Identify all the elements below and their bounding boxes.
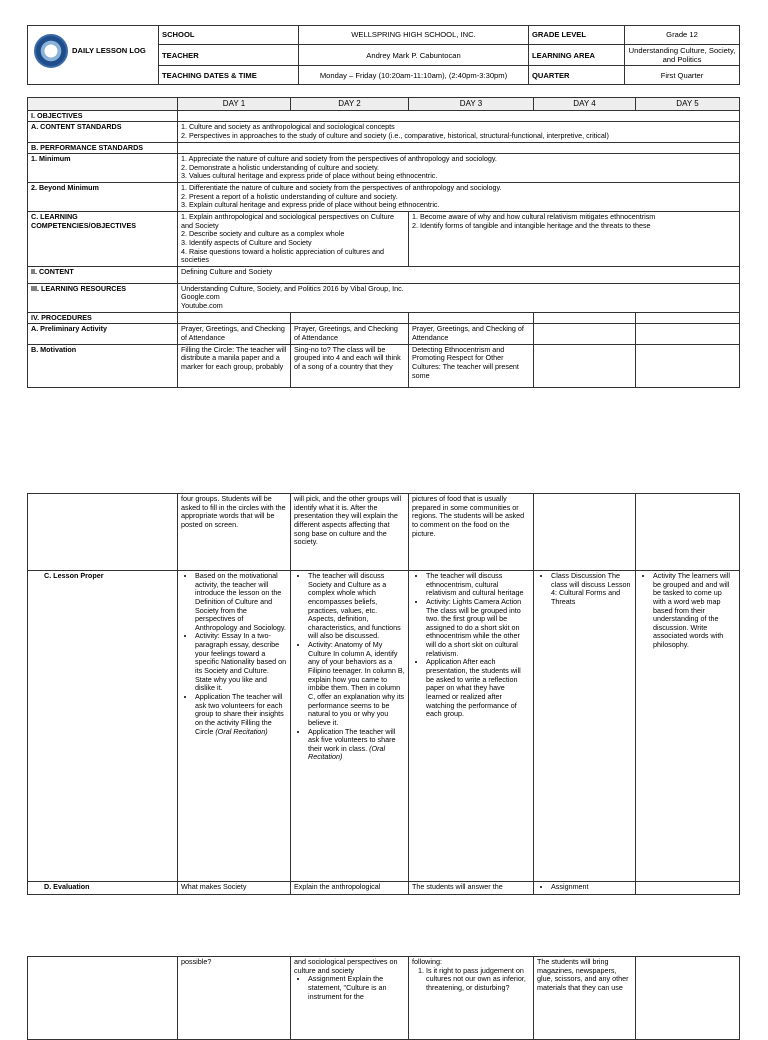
minimum-standards [178, 154, 740, 183]
list-item: 1. Culture and society as anthropological and sociological concepts [181, 122, 395, 132]
lesson-proper-day2 [291, 571, 409, 882]
minimum-label: 1. Minimum [28, 154, 178, 183]
content-heading: II. CONTENT [28, 266, 178, 283]
procedures-heading: IV. PROCEDURES [28, 312, 178, 324]
preliminary-day2: Prayer, Greetings, and Checking of Attendance [291, 324, 409, 344]
beyond-minimum-standards [178, 183, 740, 212]
lesson-proper-day5 [636, 571, 740, 882]
list-item: • Based on the motivational activity, the teacher will introduce the lesson on the Definition of Culture and Society from the perspectives of Anthropology and Sociology. [195, 572, 287, 632]
beyond-minimum-label: 2. Beyond Minimum [28, 183, 178, 212]
content-standards [178, 122, 740, 142]
quarter-value: First Quarter [625, 66, 740, 85]
day-header: DAY 2 [291, 98, 409, 111]
list-item: 2. Identify forms of tangible and intangible heritage and the threats to these [412, 220, 651, 230]
competencies-day1-2 [178, 212, 409, 267]
list-item: • Application After each presentation, the students will be asked to write a reflection paper on what they have learned or realized after watching the performance of each group. [426, 658, 530, 718]
lesson-proper-day3 [409, 571, 534, 882]
competencies-day3-5 [409, 212, 740, 267]
list-item: • Application The teacher will ask five volunteers to share their work in class. (Oral Recitation) [308, 728, 405, 763]
list-item: 1. Is it right to pass judgement on cultures not our own as inferior, threatening, or disturbing? [426, 967, 530, 993]
dates-value: Monday – Friday (10:20am-11:10am), (2:40pm-3:30pm) [299, 66, 529, 85]
evaluation-day3: The students will answer the [409, 882, 534, 895]
teacher-label: TEACHER [159, 45, 299, 66]
day-header: DAY 5 [636, 98, 740, 111]
preliminary-label: A. Preliminary Activity [28, 324, 178, 344]
list-item: Understanding Culture, Society, and Politics 2016 by Vibal Group, Inc. [181, 283, 404, 293]
list-item: 1. Appreciate the nature of culture and society from the perspectives of anthropology and sociology. [181, 154, 497, 164]
content-value: Defining Culture and Society [178, 266, 740, 283]
list-item: 1. Become aware of why and how cultural relativism mitigates ethnocentrism [412, 212, 656, 221]
list-item: 2. Describe society and culture as a complex whole [181, 229, 345, 239]
logo-cell [28, 26, 159, 85]
list-item: • Activity: Essay In a two-paragraph essay, describe your feelings toward a specific Nationality based on its Society and Culture. State why you like and dislike it. [195, 632, 287, 692]
school-name: WELLSPRING HIGH SCHOOL, INC. [299, 26, 529, 45]
header-table [27, 25, 740, 85]
evaluation-day2-cont: and sociological perspectives on culture and society • Assignment Explain the statement, "Culture is an instrument for the [291, 957, 409, 1040]
evaluation-label: D. Evaluation [28, 882, 178, 895]
list-item: Google.com [181, 292, 220, 302]
teacher-name: Andrey Mark P. Cabuntocan [299, 45, 529, 66]
evaluation-day4-cont: The students will bring magazines, newspapers, glue, scissors, and any other materials that they can use [534, 957, 636, 1040]
motivation-label: B. Motivation [28, 344, 178, 387]
motivation-day2: Sing-no to? The class will be grouped into 4 and each will think of a song of a country that they [291, 344, 409, 387]
motivation-day3-cont: pictures of food that is usually prepared in some communities or regions. The students will be asked to comment on the food on the picture. [409, 494, 534, 571]
motivation-day1-cont: four groups. Students will be asked to fill in the circles with the appropriate words that will be posted on screen. [178, 494, 291, 571]
grade-value: Grade 12 [625, 26, 740, 45]
list-item: 2. Present a report of a holistic understanding of culture and society. [181, 191, 398, 201]
list-item: • The teacher will discuss Society and Culture as a complex whole which encompasses beliefs, practices, values, etc. Aspects, definition, characteristics, and functions will also be discussed. [308, 572, 405, 641]
day-header: DAY 1 [178, 98, 291, 111]
day-header: DAY 3 [409, 98, 534, 111]
area-label: LEARNING AREA [529, 45, 625, 66]
list-item: • Class Discussion The class will discuss Lesson 4: Cultural Forms and Threats [551, 572, 632, 607]
evaluation-day1-cont: possible? [178, 957, 291, 1040]
list-item: Youtube.com [181, 301, 223, 311]
list-item: 1. Differentiate the nature of culture and society from the perspectives of anthropology and sociology. [181, 183, 502, 193]
list-item: 4. Raise questions toward a holistic appreciation of cultures and societies [181, 246, 384, 265]
lesson-proper-label: C. Lesson Proper [28, 571, 178, 882]
evaluation-day3-cont: following: 1. Is it right to pass judgement on cultures not our own as inferior, threatening, or disturbing? [409, 957, 534, 1040]
list-item: • Assignment Explain the statement, "Culture is an instrument for the [308, 975, 405, 1001]
dates-label: TEACHING DATES & TIME [159, 66, 299, 85]
preliminary-day3: Prayer, Greetings, and Checking of Attendance [409, 324, 534, 344]
evaluation-day2: Explain the anthropological [291, 882, 409, 895]
quarter-label: QUARTER [529, 66, 625, 85]
lesson-table-page-3 [27, 956, 740, 1040]
list-item: 3. Explain cultural heritage and express pride of place without being ethnocentric. [181, 200, 440, 210]
motivation-day3: Detecting Ethnocentrism and Promoting Respect for Other Cultures: The teacher will present some [409, 344, 534, 387]
motivation-day1: Filling the Circle: The teacher will distribute a manila paper and a marker for each group, probably [178, 344, 291, 387]
lesson-proper-day4 [534, 571, 636, 882]
document-title: DAILY LESSON LOG [72, 46, 146, 55]
motivation-day2-cont: will pick, and the other groups will identify what it is. After the presentation they will explain the different aspects affecting that song base on culture and the society. [291, 494, 409, 571]
preliminary-day1: Prayer, Greetings, and Checking of Attendance [178, 324, 291, 344]
list-item: • Activity: Anatomy of My Culture In column A, identify any of your behaviors as a Filipino teenager. In column B, explain how you came to imbibe them. Then in column C, offer an explanation why its performance seems to be natural to you or why you believe it. [308, 641, 405, 727]
resources-heading: III. LEARNING RESOURCES [28, 283, 178, 312]
list-item: • The teacher will discuss ethnocentrism, cultural relativism and cultural heritage [426, 572, 530, 598]
resources-list [178, 283, 740, 312]
grade-label: GRADE LEVEL [529, 26, 625, 45]
list-item: • Activity: Lights Camera Action The class will be grouped into two. the first group will be assigned to do a short skit on ethnocentrism while the other will do a short skit on cultural relativism. [426, 598, 530, 658]
content-standards-label: A. CONTENT STANDARDS [28, 122, 178, 142]
lesson-proper-day1 [178, 571, 291, 882]
objectives-heading: I. OBJECTIVES [28, 110, 178, 122]
list-item: • Activity The learners will be grouped and and will be tasked to come up with a word web map based from their understanding of the discussion. Write associated words with philosophy. [653, 572, 736, 650]
list-item: 3. Identify aspects of Culture and Society [181, 237, 312, 247]
area-value: Understanding Culture, Society, and Politics [625, 45, 740, 66]
competencies-label: C. LEARNING COMPETENCIES/OBJECTIVES [28, 212, 178, 267]
lesson-table-page-2 [27, 493, 740, 895]
performance-standards-label: B. PERFORMANCE STANDARDS [28, 142, 178, 154]
school-seal-logo [34, 34, 68, 68]
day-header: DAY 4 [534, 98, 636, 111]
evaluation-day1: What makes Society [178, 882, 291, 895]
list-item: 2. Demonstrate a holistic understanding of culture and society. [181, 162, 380, 172]
corner-cell [28, 98, 178, 111]
lesson-table-page-1 [27, 97, 740, 388]
evaluation-day4: • Assignment [534, 882, 636, 895]
list-item: 1. Explain anthropological and sociological perspectives on Culture and Society [181, 212, 394, 230]
list-item: • Application The teacher will ask two volunteers for each group to share their insights on the activity Filling the Circle (Oral Recitation) [195, 693, 287, 736]
list-item: 3. Values cultural heritage and express pride of place without being ethnocentric. [181, 171, 438, 181]
list-item: 2. Perspectives in approaches to the study of culture and society (i.e., comparative, historical, structural-functional, interpretive, critical) [181, 130, 609, 140]
school-label: SCHOOL [159, 26, 299, 45]
